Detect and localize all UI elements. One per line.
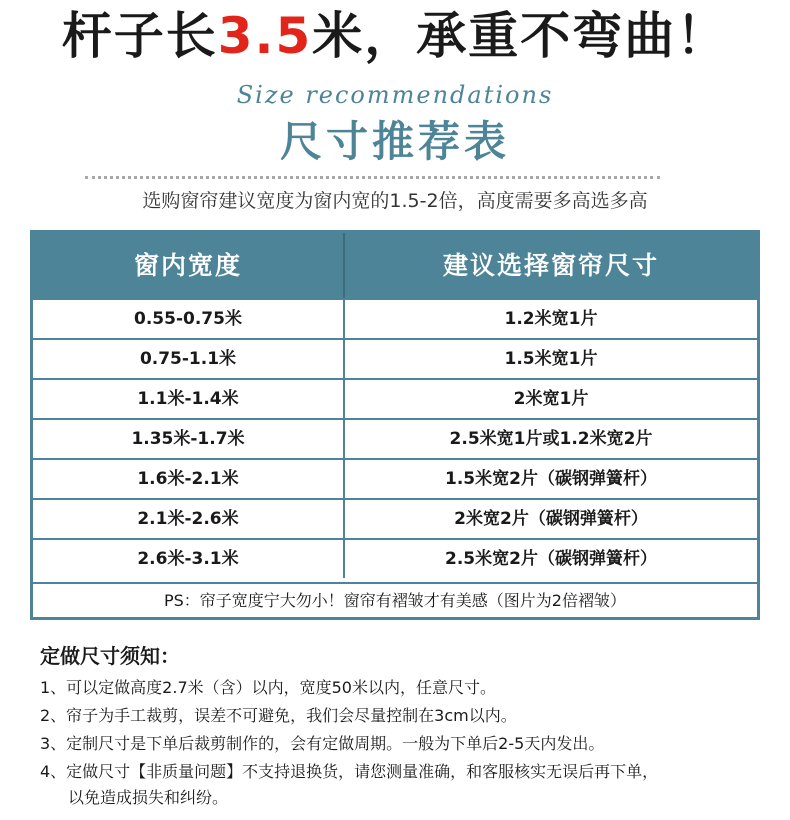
cell-window-width: 1.1米-1.4米 <box>137 389 239 409</box>
note-item-continuation: 以免造成损失和纠纷。 <box>68 788 229 807</box>
notes-title: 定做尺寸须知： <box>40 644 180 668</box>
section-title: 尺寸推荐表 <box>279 117 510 166</box>
table-row <box>33 378 757 418</box>
note-item: 3、定制尺寸是下单后裁剪制作的，会有定做周期。一般为下单后2-5天内发出。 <box>40 734 605 753</box>
headline <box>0 4 790 68</box>
cell-window-width: 1.6米-2.1米 <box>137 469 239 489</box>
table-row <box>33 338 757 378</box>
intro-text: 选购窗帘建议宽度为窗内宽的1.5-2倍，高度需要多高选多高 <box>142 190 648 212</box>
note-item: 1、可以定做高度2.7米（含）以内，宽度50米以内，任意尺寸。 <box>40 678 496 697</box>
headline-part1: 杆子长 <box>61 7 218 65</box>
cell-window-width: 0.75-1.1米 <box>139 349 237 369</box>
cell-window-width: 2.1米-2.6米 <box>137 509 239 529</box>
cell-recommended-size: 2.5米宽2片（碳钢弹簧杆） <box>445 549 657 569</box>
cell-recommended-size: 2米宽1片 <box>513 389 589 409</box>
cell-recommended-size: 1.5米宽2片（碳钢弹簧杆） <box>445 469 657 489</box>
cell-window-width: 2.6米-3.1米 <box>137 549 239 569</box>
subtitle-en: Size recommendations <box>236 81 554 109</box>
cell-recommended-size: 2米宽2片（碳钢弹簧杆） <box>454 509 648 529</box>
headline-part2: 米，承重不弯曲！ <box>312 7 729 65</box>
table-header <box>33 233 757 298</box>
table-row <box>33 418 757 458</box>
cell-recommended-size: 1.2米宽1片 <box>504 309 598 329</box>
dotted-divider <box>85 176 660 179</box>
headline-highlight: 3.5 <box>217 7 313 65</box>
header-recommended-size: 建议选择窗帘尺寸 <box>442 251 659 280</box>
table-row <box>33 458 757 498</box>
table-row <box>33 538 757 578</box>
note-item: 4、定做尺寸【非质量问题】不支持退换货，请您测量准确，和客服核实无误后再下单， <box>40 762 659 781</box>
cell-window-width: 0.55-0.75米 <box>134 309 242 329</box>
size-table <box>30 230 760 620</box>
note-item: 2、帘子为手工裁剪，误差不可避免，我们会尽量控制在3cm以内。 <box>40 706 517 725</box>
cell-recommended-size: 2.5米宽1片或1.2米宽2片 <box>449 429 653 449</box>
table-ps-note: PS：帘子宽度宁大勿小！窗帘有褶皱才有美感（图片为2倍褶皱） <box>33 582 757 617</box>
table-row <box>33 498 757 538</box>
cell-recommended-size: 1.5米宽1片 <box>504 349 598 369</box>
cell-window-width: 1.35米-1.7米 <box>131 429 245 449</box>
header-window-width: 窗内宽度 <box>133 251 242 280</box>
table-row <box>33 298 757 338</box>
